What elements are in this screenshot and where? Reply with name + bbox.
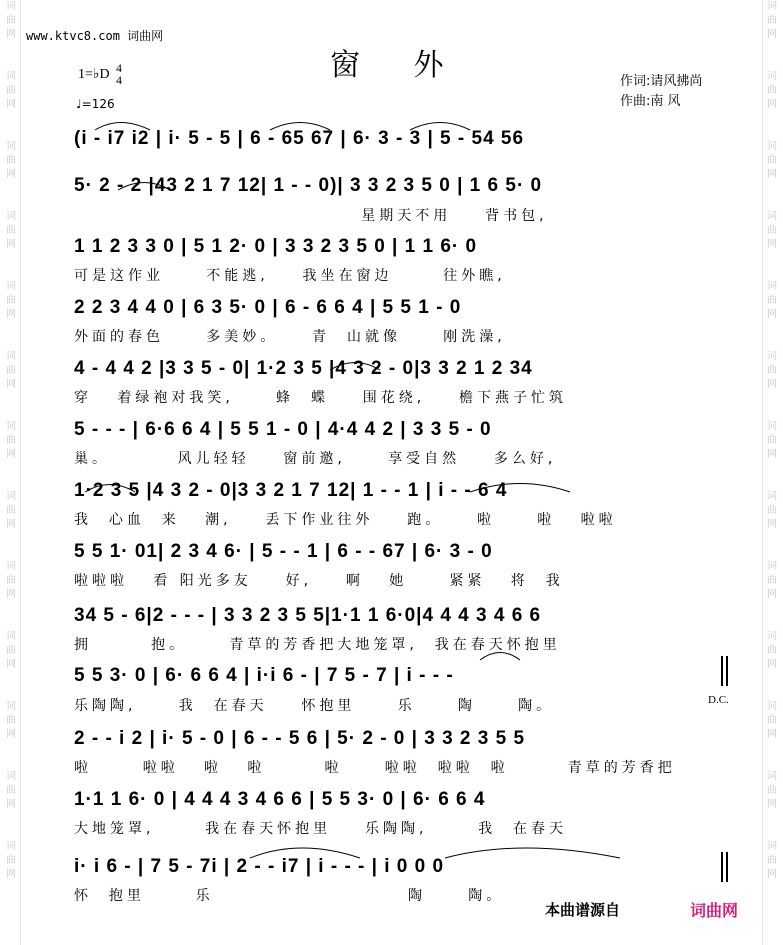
lyric-row: 大地笼罩, 我在春天怀抱里 乐陶陶, 我 在春天 xyxy=(74,821,568,837)
lyricist: 作词:请风拂尚 xyxy=(620,74,703,89)
meter-bottom: 4 xyxy=(116,73,122,87)
lyric-row: 星期天不用 背书包, xyxy=(74,208,548,224)
notes-row: 5 5 3· 0 | 6· 6 6 4 | i·i 6 - | 7 5 - 7 | i - - - xyxy=(74,665,454,686)
song-title: 窗 外 xyxy=(330,48,466,83)
brand-logo[interactable]: 词曲网 xyxy=(690,901,739,920)
notes-row: 1·1 1 6· 0 | 4 4 4 3 4 6 6 | 5 5 3· 0 | 6· 6 6 4 xyxy=(74,789,486,810)
notes-row: 5· 2 - 2 |43 2 1 7 12| 1 - - 0)| 3 3 2 3 5 0 | 1 6 5· 0 xyxy=(74,175,543,196)
lyric-row: 啦 啦啦 啦 啦 啦 啦啦 啦啦 啦 青草的芳香把 xyxy=(74,760,676,776)
notes-row: 5 - - - | 6·6 6 4 | 5 5 1 - 0 | 4·4 4 2 | 3 3 5 - 0 xyxy=(74,419,492,440)
lyric-row: 穿 着绿袍对我笑, 蜂 蝶 围花绕, 檐下燕子忙筑 xyxy=(74,390,568,406)
lyric-row: 乐陶陶, 我 在春天 怀抱里 乐 陶 陶。 xyxy=(74,698,555,714)
notes-row: 34 5 - 6|2 - - - | 3 3 2 3 5 5|1·1 1 6·0|4 4 4 3 4 6 6 xyxy=(74,605,542,626)
source-note: 本曲谱源自 xyxy=(545,901,621,919)
notes-row: 1 1 2 3 3 0 | 5 1 2· 0 | 3 3 2 3 5 0 | 1 1 6· 0 xyxy=(74,236,478,257)
notes-row: 2 - - i 2 | i· 5 - 0 | 6 - - 5 6 | 5· 2 - 0 | 3 3 2 3 5 5 xyxy=(74,728,526,749)
lyric-row: 可是这作业 不能逃, 我坐在窗边 往外瞧, xyxy=(74,268,506,284)
side-watermark-right: 词 曲 网 词 曲 网 词 曲 网 词 曲 网 词 曲 网 词 曲 网 词 曲 网 词 曲 网 词 曲 网 词 曲 网 词 曲 网 词 曲 网 词 曲 网 xyxy=(767,1,777,880)
tempo-mark: ♩=126 xyxy=(76,97,115,111)
side-watermark-left: 词 曲 网 词 曲 网 词 曲 网 词 曲 网 词 曲 网 词 曲 网 词 曲 网 词 曲 网 词 曲 网 词 曲 网 词 曲 网 词 曲 网 词 曲 网 xyxy=(6,1,16,880)
notes-row: 5 5 1· 01| 2 3 4 6· | 5 - - 1 | 6 - - 67 | 6· 3 - 0 xyxy=(74,541,493,562)
notes-row: i· i 6 - | 7 5 - 7i | 2 - - i7 | i - - - | i 0 0 0 xyxy=(74,856,445,877)
dc-mark: D.C. xyxy=(708,694,729,706)
lyric-row: 我 心血 来 潮, 丢下作业往外 跑。 啦 啦 啦啦 xyxy=(74,512,617,528)
lyric-row: 拥 抱。 青草的芳香把大地笼罩, 我在春天怀抱里 xyxy=(74,637,561,653)
notes-row: (i - i7 i2 | i· 5 - 5 | 6 - 65 67 | 6· 3 - 3 | 5 - 54 56 xyxy=(74,128,525,149)
lyric-row: 外面的春色 多美妙。 青 山就像 刚洗澡, xyxy=(74,329,506,345)
notes-row: 1·2 3 5 |4 3 2 - 0|3 3 2 1 7 12| 1 - - 1 | i - - 6 4 xyxy=(74,480,508,501)
notes-row: 4 - 4 4 2 |3 3 5 - 0| 1·2 3 5 |4 3 2 - 0|3 3 2 1 2 34 xyxy=(74,358,533,379)
notes-row: 2 2 3 4 4 0 | 6 3 5· 0 | 6 - 6 6 4 | 5 5 1 - 0 xyxy=(74,297,462,318)
site-url[interactable]: www.ktvc8.com 词曲网 xyxy=(26,29,164,43)
meter-top: 4 xyxy=(116,61,122,75)
lyric-row: 怀 抱里 乐 陶 陶。 xyxy=(74,888,505,904)
lyric-row: 巢。 风儿轻轻 窗前邀, 享受自然 多么好, xyxy=(74,451,557,467)
key-label: 1=♭D xyxy=(78,67,110,82)
composer: 作曲:南 风 xyxy=(620,94,681,109)
lyric-row: 啦啦啦 看 阳光多友 好, 啊 她 紧紧 将 我 xyxy=(74,573,564,589)
